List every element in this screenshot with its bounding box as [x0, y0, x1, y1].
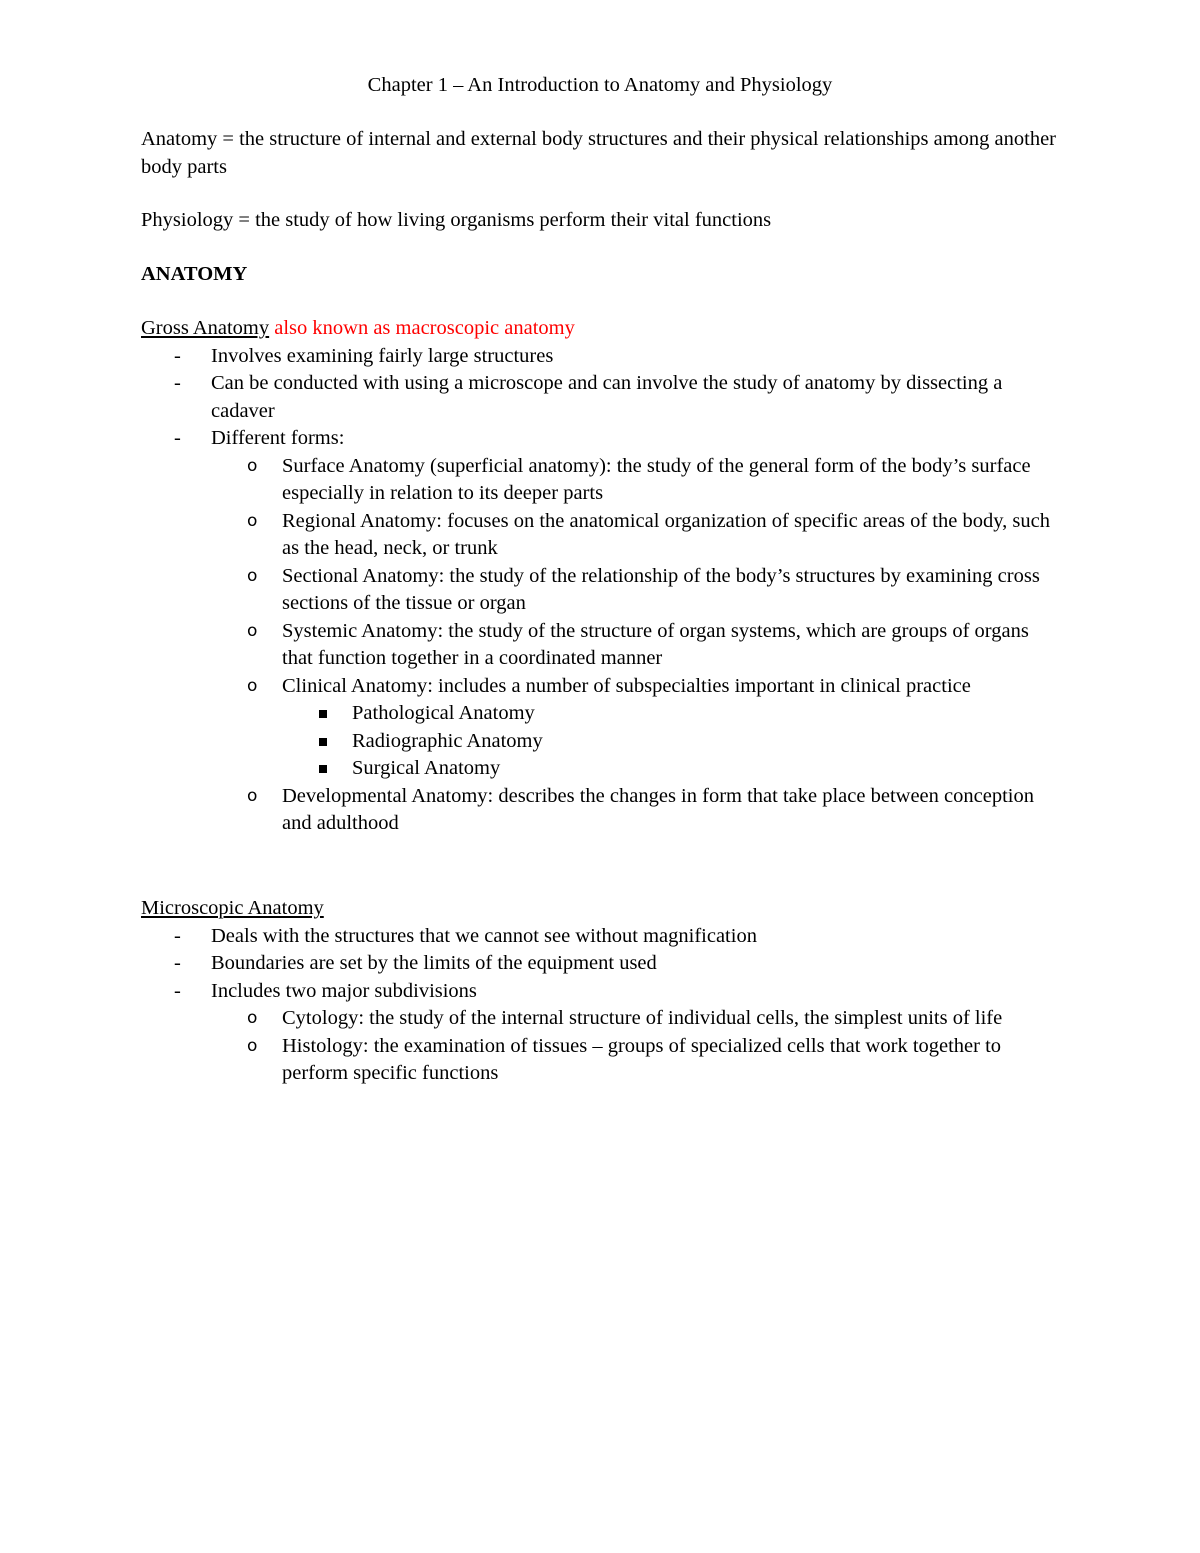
circle-bullet: o — [247, 1008, 258, 1028]
gross-anatomy-list — [141, 343, 1061, 838]
subdivisions-list — [211, 1005, 1061, 1088]
dash-bullet: - — [174, 952, 181, 974]
list-item-text: Surgical Anatomy — [352, 757, 501, 779]
list-item — [211, 783, 1061, 838]
list-item — [211, 563, 1061, 618]
list-item — [211, 453, 1061, 508]
list-item-text: Pathological Anatomy — [352, 702, 535, 724]
list-item-text: Developmental Anatomy: describes the changes in form that take place between conception and adulthood — [282, 784, 1034, 834]
circle-bullet: o — [247, 1035, 258, 1056]
list-item-text: Clinical Anatomy: includes a number of subspecialties important in clinical practice — [282, 674, 971, 697]
gross-anatomy-section — [141, 315, 1061, 838]
microscopic-anatomy-section — [141, 895, 1061, 1088]
list-item-text: Different forms: — [211, 427, 345, 449]
gross-anatomy-note: also known as macroscopic anatomy — [274, 317, 575, 339]
physiology-definition: Physiology = the study of how living organisms perform their vital functions — [141, 209, 772, 231]
list-item-text: Radiographic Anatomy — [352, 729, 543, 752]
list-item — [282, 700, 1061, 728]
list-item — [211, 1005, 1061, 1033]
list-item-text: Involves examining fairly large structures — [211, 344, 554, 367]
gross-anatomy-title-line — [141, 315, 1061, 343]
list-item-text: Surface Anatomy (superficial anatomy): the study of the general form of the body’s surface especially in relation to its deeper parts — [282, 454, 1031, 504]
gross-anatomy-title: Gross Anatomy — [141, 317, 270, 339]
list-item — [141, 425, 1061, 838]
circle-bullet: o — [247, 785, 258, 806]
list-item — [211, 1033, 1061, 1088]
circle-bullet: o — [247, 565, 258, 586]
list-item-text: Can be conducted with using a microscope and can involve the study of anatomy by dissecting a cadaver — [211, 372, 1003, 422]
square-bullet-icon — [319, 710, 327, 718]
list-item — [141, 978, 1061, 1088]
list-item — [141, 950, 1061, 978]
list-item — [211, 673, 1061, 783]
anatomy-heading: ANATOMY — [141, 263, 248, 285]
list-item — [141, 923, 1061, 951]
dash-bullet: - — [174, 344, 181, 367]
list-item-text: Includes two major subdivisions — [211, 979, 477, 1002]
list-item-text: Systemic Anatomy: the study of the structure of organ systems, which are groups of organs that function together in a coordinated manner — [282, 619, 1029, 669]
microscopic-anatomy-list — [141, 923, 1061, 1088]
circle-bullet: o — [247, 620, 258, 641]
circle-bullet: o — [247, 455, 258, 476]
list-item — [141, 343, 1061, 371]
list-item-text: Cytology: the study of the internal structure of individual cells, the simplest units of life — [282, 1007, 1003, 1029]
list-item — [211, 508, 1061, 563]
list-item-text: Deals with the structures that we cannot see without magnification — [211, 924, 757, 947]
dash-bullet: - — [174, 979, 181, 1002]
circle-bullet: o — [247, 510, 258, 531]
list-item-text: Sectional Anatomy: the study of the relationship of the body’s structures by examining cross sections of the tissue or organ — [282, 564, 1040, 614]
document-title: Chapter 1 – An Introduction to Anatomy and Physiology — [367, 74, 833, 96]
circle-bullet: o — [247, 675, 258, 696]
anatomy-forms-list — [211, 453, 1061, 838]
list-item — [211, 618, 1061, 673]
microscopic-anatomy-title-line — [141, 895, 1061, 923]
list-item-text: Boundaries are set by the limits of the equipment used — [211, 952, 657, 974]
dash-bullet: - — [174, 372, 181, 394]
list-item-text: Regional Anatomy: focuses on the anatomical organization of specific areas of the body, such as the head, neck, or trunk — [282, 509, 1050, 559]
list-item — [282, 755, 1061, 783]
dash-bullet: - — [174, 427, 181, 449]
square-bullet-icon — [319, 738, 327, 746]
clinical-subspecialties-list — [282, 700, 1061, 783]
microscopic-anatomy-title: Microscopic Anatomy — [141, 897, 324, 919]
list-item — [141, 370, 1061, 425]
dash-bullet: - — [174, 924, 181, 947]
list-item — [282, 728, 1061, 756]
anatomy-definition: Anatomy = the structure of internal and external body structures and their physical relationships among another body parts — [141, 128, 1057, 178]
list-item-text: Histology: the examination of tissues – groups of specialized cells that work together to perform specific functions — [282, 1034, 1002, 1084]
square-bullet-icon — [319, 765, 327, 773]
